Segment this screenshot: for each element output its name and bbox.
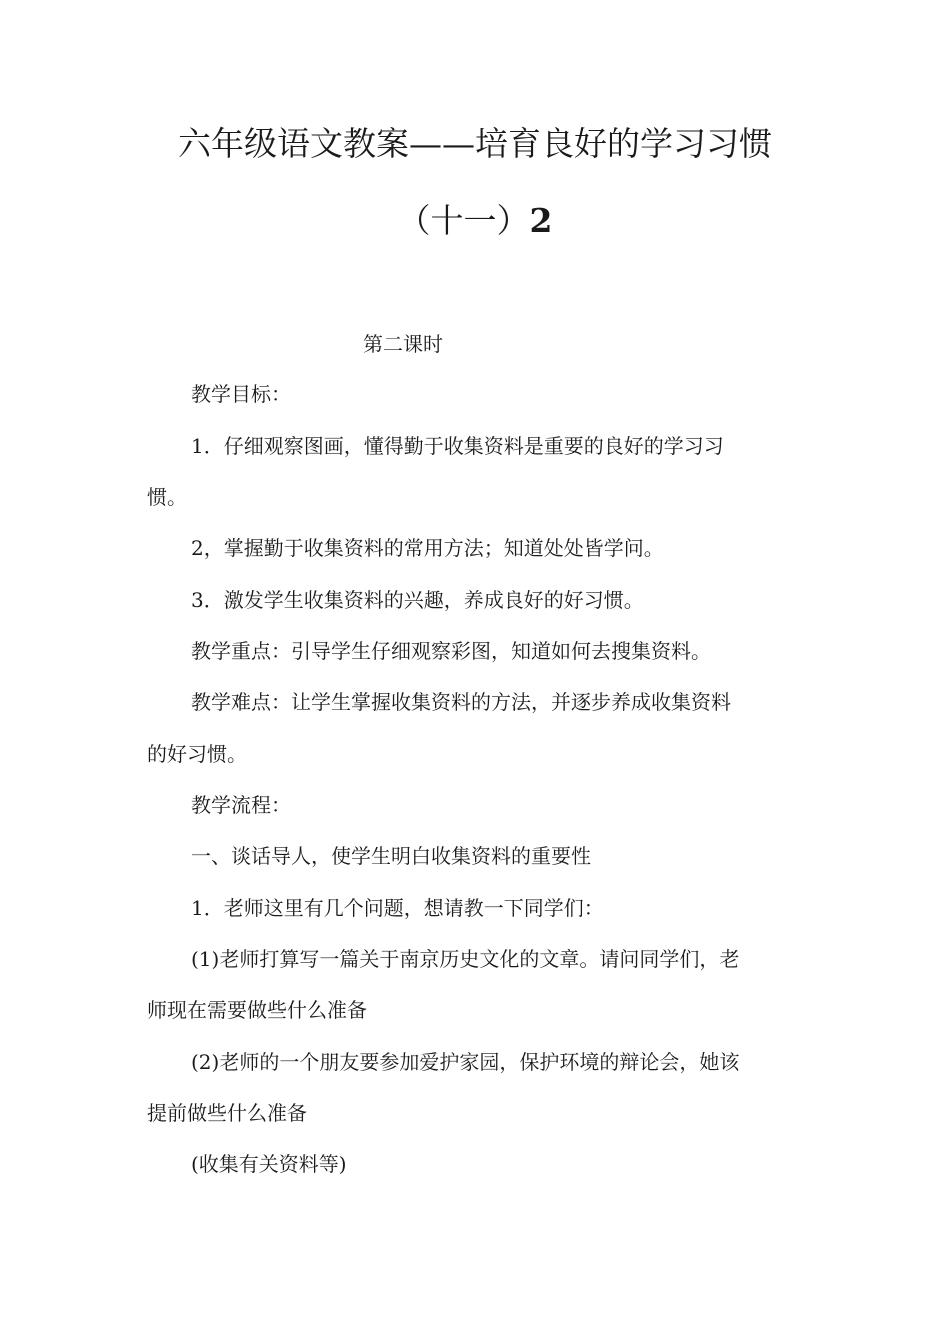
text-line: 3．激发学生收集资料的兴趣，养成良好的好习惯。: [191, 588, 644, 612]
text-line: 师现在需要做些什么准备: [147, 998, 367, 1022]
text-line: 教学重点：引导学生仔细观察彩图，知道如何去搜集资料。: [191, 639, 711, 663]
document-title-line1: 六年级语文教案——培育良好的学习习惯: [178, 124, 772, 163]
text-line: (1)老师打算写一篇关于南京历史文化的文章。请问同学们，老: [191, 947, 740, 971]
text-line: 惯。: [147, 485, 187, 509]
text-line: 教学目标：: [191, 382, 291, 406]
title-number: 2: [529, 201, 553, 240]
text-line: 1．老师这里有几个问题，想请教一下同学们：: [191, 896, 604, 920]
text-line: 教学难点：让学生掌握收集资料的方法，并逐步养成收集资料: [191, 690, 731, 714]
text-line: 1．仔细观察图画，懂得勤于收集资料是重要的良好的学习习: [191, 434, 724, 458]
document-title-line2: [0, 201, 950, 241]
text-line: (2)老师的一个朋友要参加爱护家园，保护环境的辩论会，她该: [191, 1050, 740, 1074]
text-line: 提前做些什么准备: [147, 1101, 307, 1125]
text-line: 教学流程：: [191, 793, 291, 817]
text-line: 的好习惯。: [147, 742, 247, 766]
text-line: 一、谈话导人，使学生明白收集资料的重要性: [191, 844, 591, 868]
title-paren: （十一）: [397, 201, 530, 240]
text-line: 2，掌握勤于收集资料的常用方法；知道处处皆学问。: [191, 536, 664, 560]
text-line: (收集有关资料等): [191, 1152, 347, 1176]
lesson-heading: 第二课时: [363, 332, 443, 356]
